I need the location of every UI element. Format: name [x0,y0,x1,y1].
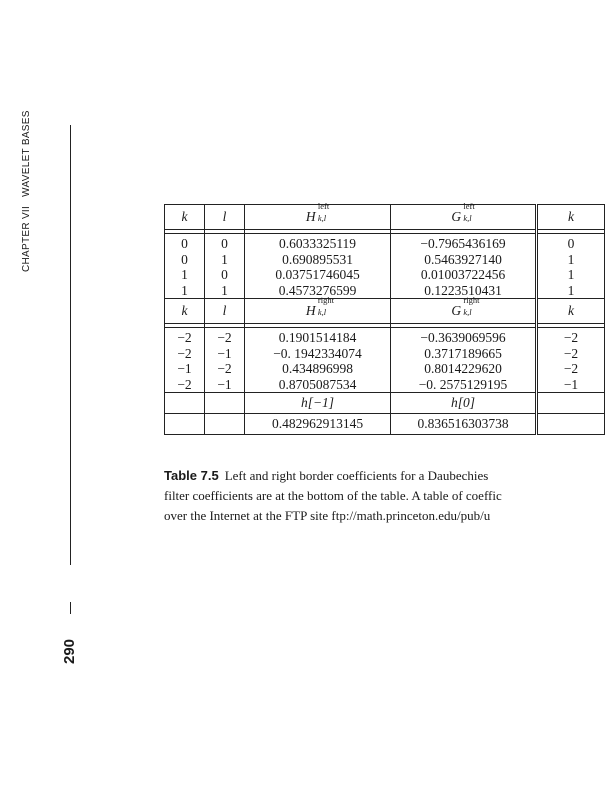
col-h-right: H right k,l [245,299,391,324]
caption-line-3: over the Internet at the FTP site ftp://math.princeton.edu/pub/u [164,508,491,523]
table-row: −2 −1 0.8705087534 −0. 2575129195 −1 [165,377,605,393]
table-row: −2 −2 0.1901514184 −0.3639069596 −2 [165,328,605,346]
chapter-label: CHAPTER VII [21,205,32,272]
col-h-minus1: h[−1] [245,393,391,414]
left-header-row [165,205,605,230]
margin-rule-bottom [70,602,71,614]
caption-line-1: Left and right border coefficients for a Daubechies [224,468,489,483]
table-row: 1 1 0.4573276599 0.1223510431 1 [165,283,605,299]
filter-value-row: 0.482962913145 0.836516303738 [165,414,605,435]
col-h-left: H left k,l [245,205,391,230]
table-row: −1 −2 0.434896998 0.8014229620 −2 [165,361,605,377]
table-caption [164,466,568,532]
table-row: 0 1 0.690895531 0.5463927140 1 [165,252,605,268]
caption-line-2: filter coefficients are at the bottom of the table. A table of coeffic [164,488,502,503]
chapter-title: WAVELET BASES [21,110,32,197]
margin-rule-top [70,125,71,565]
col-h-zero: h[0] [391,393,537,414]
table-row: 1 0 0.03751746045 0.01003722456 1 [165,267,605,283]
coefficient-table-wrapper [164,201,579,435]
coefficient-table [164,201,605,435]
caption-label: Table 7.5 [164,468,219,483]
col-g-left: G left k,l [391,205,537,230]
col-k: k [165,205,205,230]
filter-header-row [165,393,605,414]
right-header-row: k l H right k,l G right k,l k [165,299,605,324]
col-l: l [205,205,245,230]
col-g-right: G right k,l [391,299,537,324]
page-number: 290 [61,638,78,664]
table-row: 0 0 0.6033325119 −0.7965436169 0 [165,234,605,252]
col-k-right: k [537,205,605,230]
running-header [18,110,36,272]
table-row: −2 −1 −0. 1942334074 0.3717189665 −2 [165,346,605,362]
